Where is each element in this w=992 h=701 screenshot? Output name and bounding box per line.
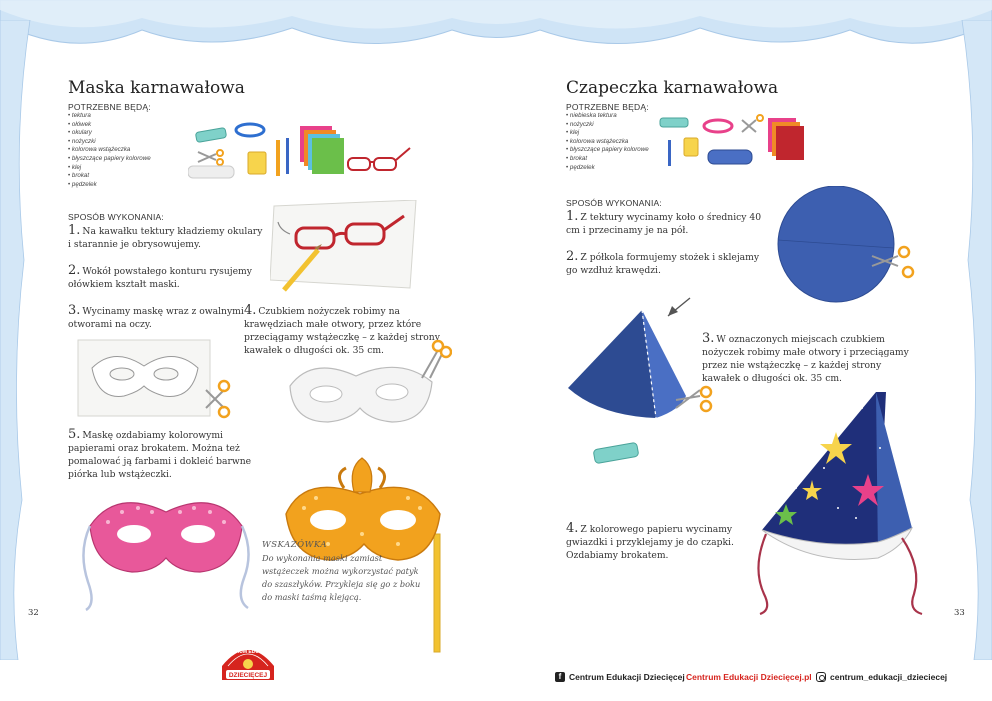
list-item: • błyszczące papiery kolorowe xyxy=(566,146,649,155)
list-item: • kolorowa wstążeczka xyxy=(566,138,649,147)
footer-facebook[interactable]: f Centrum Edukacji Dziecięcej xyxy=(555,672,685,682)
blue-circle-illustration xyxy=(768,186,924,310)
logo-text-top: CENTRUM EDUKACJI xyxy=(222,649,274,655)
mask-outline-cardboard-illustration xyxy=(74,338,234,424)
list-item: • pędzelek xyxy=(566,164,649,173)
page-number: 33 xyxy=(954,608,965,618)
method-label: SPOSÓB WYKONANIA: xyxy=(68,212,164,222)
tip-label: WSKAZÓWKA xyxy=(262,540,327,550)
supplies-label: POTRZEBNE BĘDĄ: xyxy=(68,102,151,112)
page-title: Czapeczka karnawałowa xyxy=(566,78,779,98)
method-label: SPOSÓB WYKONANIA: xyxy=(566,198,662,208)
supplies-label: POTRZEBNE BĘDĄ: xyxy=(566,102,649,112)
tip-text: Do wykonania maski zamiast wstążeczek można wykorzystać patyk do szaszłyków. Przyklejа się go z boku do maski taśmą klejącą. xyxy=(262,553,421,602)
page-title: Maska karnawałowa xyxy=(68,78,245,98)
list-item: • klej xyxy=(566,129,649,138)
list-item: • brokat xyxy=(566,155,649,164)
right-page xyxy=(496,0,992,701)
step-4: 4. Czubkiem nożyczek robimy na krawędziach małe otwory, przez które przeciągamy wstążeczkę – z każdej strony kawałek o długości ok. 35 cm. xyxy=(244,303,440,356)
list-item: • klej xyxy=(68,164,151,173)
step-1: 1. Z tektury wycinamy koło o średnicy 40 cm i przecinamy je na pół. xyxy=(566,209,762,236)
list-item: • nożyczki xyxy=(566,121,649,130)
list-item: • nożyczki xyxy=(68,138,151,147)
step-1: 1. Na kawałku tektury kładziemy okulary i starannie je obrysowujemy. xyxy=(68,223,263,250)
decorated-hat-illustration xyxy=(752,388,934,616)
step-5: 5. Maskę ozdabiamy kolorowymi papierami oraz brokatem. Można też pomalować ją farbami i dokleić barwne piórka lub wstążeczki. xyxy=(68,427,252,480)
instagram-icon xyxy=(816,672,826,682)
list-item: • niebieska tektura xyxy=(566,112,649,121)
step-2: 2. Wokół powstałego konturu rysujemy ołówkiem kształt maski. xyxy=(68,263,252,290)
supplies-illustration xyxy=(188,118,418,188)
supplies-list xyxy=(68,112,151,189)
list-item: • ołówek xyxy=(68,121,151,130)
list-item: • kolorowa wstążeczka xyxy=(68,146,151,155)
list-item: • pędzelek xyxy=(68,181,151,190)
list-item: • błyszczące papiery kolorowe xyxy=(68,155,151,164)
step-2: 2. Z półkola formujemy stożek i sklejamy go wzdłuż krawędzi. xyxy=(566,249,760,276)
supplies-illustration xyxy=(656,112,816,172)
list-item: • tektura xyxy=(68,112,151,121)
glasses-tracing-illustration xyxy=(270,200,420,292)
logo-text-bottom: DZIECIĘCEJ xyxy=(228,672,268,679)
list-item: • brokat xyxy=(68,172,151,181)
step-3: 3. Wycinamy maskę wraz z owalnymi otworami na oczy. xyxy=(68,303,244,330)
step-3: 3. W oznaczonych miejscach czubkiem nożyczek robimy małe otwory i przeciągamy przez nie wstążeczkę – z każdej strony kawałek o długości ok. 35 cm. xyxy=(702,331,909,384)
pink-mask-illustration xyxy=(78,482,254,612)
centrum-edukacji-logo xyxy=(216,640,280,684)
white-mask-scissors-illustration xyxy=(282,336,452,436)
footer-instagram[interactable]: centrum_edukacji_dzieciecej xyxy=(816,672,947,682)
list-item: • okulary xyxy=(68,129,151,138)
page-number: 32 xyxy=(28,608,39,618)
footer-website-link[interactable]: Centrum Edukacji Dziecięcej.pl xyxy=(686,672,812,682)
facebook-icon: f xyxy=(555,672,565,682)
supplies-list xyxy=(566,112,649,172)
step-4: 4. Z kolorowego papieru wycinamy gwiazdki i przyklejamy je do czapki. Ozdabiamy brokatem. xyxy=(566,521,734,561)
